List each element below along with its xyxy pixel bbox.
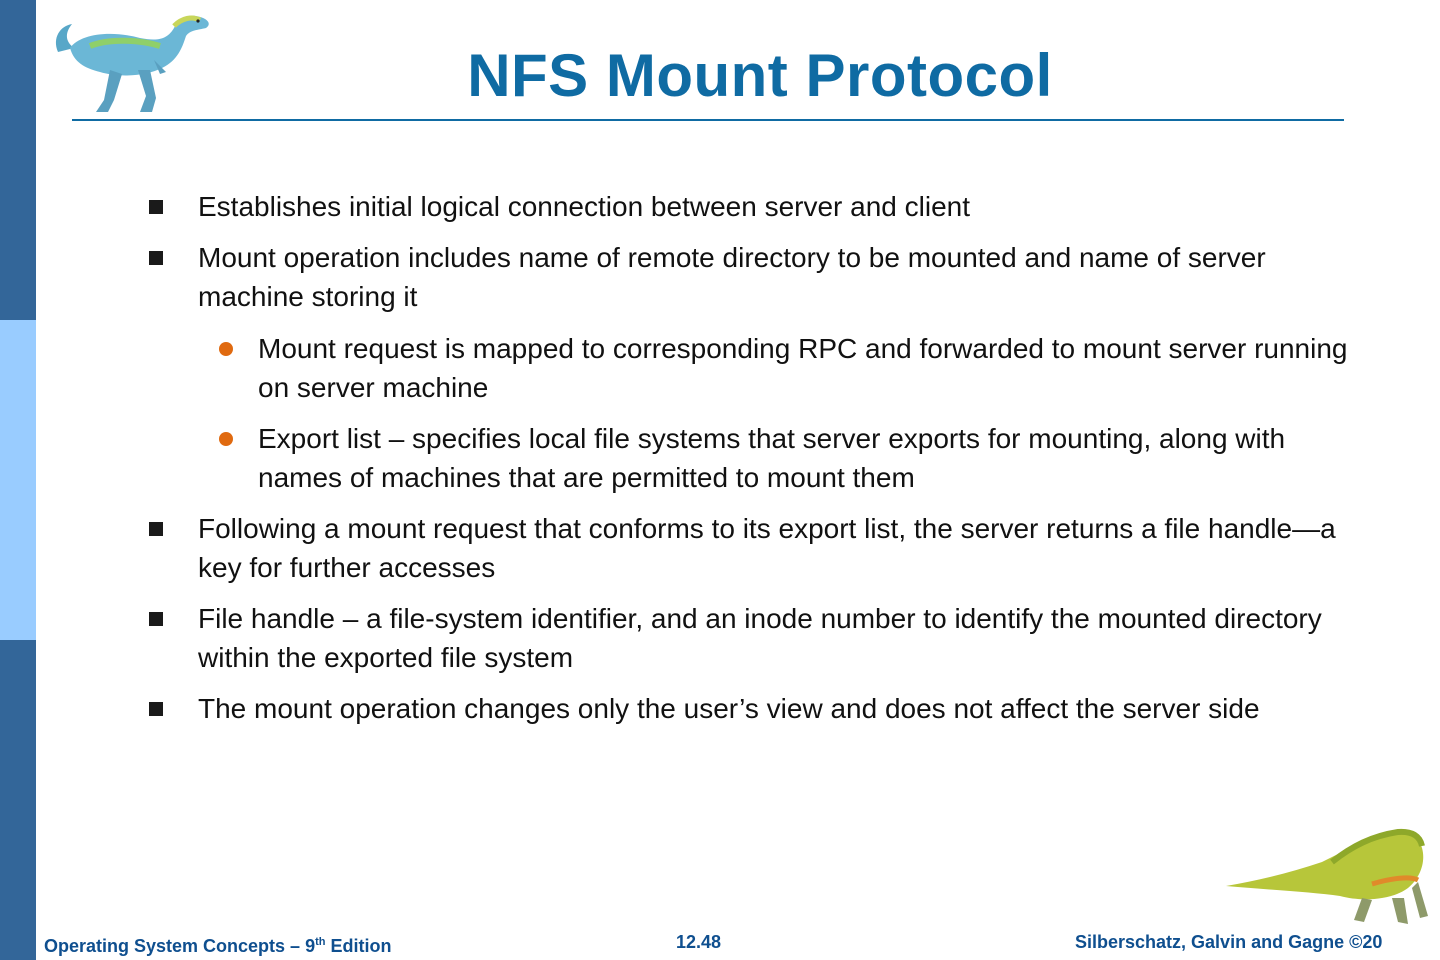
square-bullet-icon: [149, 200, 163, 214]
bullet-item: Establishes initial logical connection between server and client: [198, 191, 970, 222]
bullet-item: The mount operation changes only the user’s view and does not affect the server side: [198, 693, 1260, 724]
footer-copyright: Silberschatz, Galvin and Gagne ©20: [1075, 932, 1383, 952]
square-bullet-icon: [149, 702, 163, 716]
footer-book-title: [44, 931, 391, 957]
bullet-item: File handle – a file-system identifier, and an inode number to identify the mounted directory within the exported file system: [198, 603, 1322, 673]
square-bullet-icon: [149, 251, 163, 265]
sub-bullet-item: Mount request is mapped to corresponding RPC and forwarded to mount server running on server machine: [258, 333, 1348, 403]
sub-bullet-item: Export list – specifies local file systems that server exports for mounting, along with names of machines that are permitted to mount them: [258, 423, 1286, 493]
left-sidebar-stripe: [0, 0, 36, 960]
dinosaur-illustration-top: [50, 8, 220, 120]
round-bullet-icon: [219, 342, 233, 356]
page-title: NFS Mount Protocol: [467, 42, 1053, 109]
footer-book-title-sup: th: [315, 936, 326, 948]
bullet-item: Following a mount request that conforms to its export list, the server returns a file handle—a key for further accesses: [198, 513, 1336, 583]
dinosaur-illustration-bottom: [1222, 822, 1432, 930]
footer-book-title-suffix: Edition: [325, 936, 392, 956]
title-divider: [72, 119, 1344, 121]
footer-page-number: 12.48: [676, 932, 722, 952]
square-bullet-icon: [149, 522, 163, 536]
round-bullet-icon: [219, 432, 233, 446]
footer-book-title-prefix: Operating System Concepts – 9: [44, 936, 316, 956]
bullet-item: Mount operation includes name of remote directory to be mounted and name of server machine storing it: [198, 242, 1266, 312]
square-bullet-icon: [149, 612, 163, 626]
sidebar-light-segment: [0, 320, 36, 640]
